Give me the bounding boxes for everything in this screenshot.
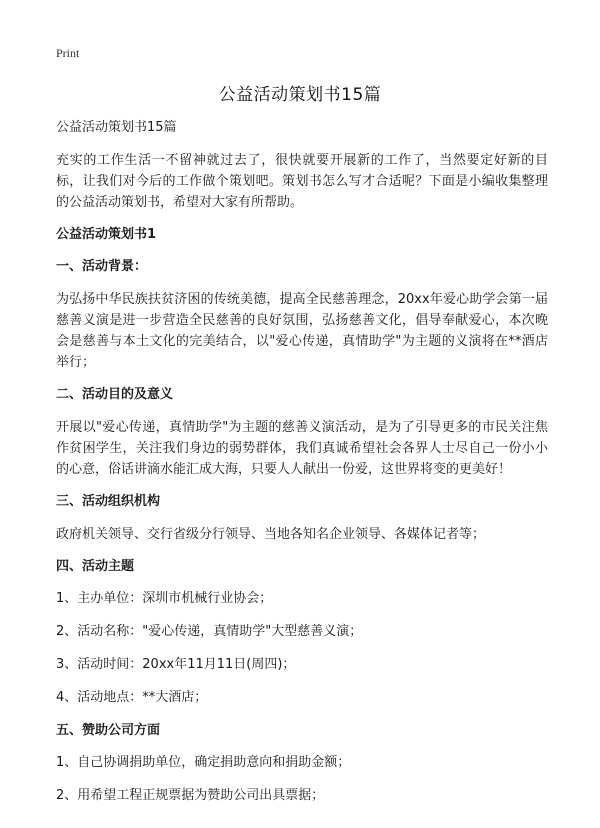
sponsor-item-receipts: 2、用希望工程正规票据为赞助公司出具票据；: [56, 788, 325, 803]
heading-theme: 四、活动主题: [56, 559, 135, 574]
heading-sponsor: 五、赞助公司方面: [56, 723, 161, 738]
section-title: 公益活动策划书1: [56, 227, 157, 242]
theme-item-organizer: 1、主办单位：深圳市机械行业协会；: [56, 591, 273, 606]
heading-purpose: 二、活动目的及意义: [56, 387, 174, 402]
heading-organization: 三、活动组织机构: [56, 494, 161, 509]
paragraph-organization: 政府机关领导、交行省级分行领导、当地各知名企业领导、各媒体记者等；: [56, 527, 486, 542]
document-body: [56, 118, 548, 819]
sponsor-item-coordination: 1、自己协调捐助单位，确定捐助意向和捐助金额；: [56, 755, 351, 770]
document-subtitle: 公益活动策划书15篇: [56, 120, 177, 135]
document-title: 公益活动策划书15篇: [218, 85, 382, 105]
print-label: Print: [56, 46, 80, 60]
heading-background: 一、活动背景：: [56, 259, 148, 274]
intro-paragraph: 充实的工作生活一不留神就过去了，很快就要开展新的工作了，当然要定好新的目标，让我们对今后的工作做个策划吧。策划书怎么写才合适呢？下面是小编收集整理的公益活动策划书，希望对大家有所帮助。: [56, 153, 548, 210]
theme-item-name: 2、活动名称："爱心传递，真情助学"大型慈善义演；: [56, 624, 363, 639]
theme-item-location: 4、活动地点：**大酒店；: [56, 690, 208, 705]
paragraph-background: 为弘扬中华民族扶贫济困的传统美德，提高全民慈善理念，20xx年爱心助学会第一届慈善义演是进一步营造全民慈善的良好氛围，弘扬慈善文化，倡导奉献爱心，本次晚会是慈善与本土文化的完美结合，以"爱心传递，真情助学"为主题的义演将在**酒店举行；: [56, 292, 548, 370]
paragraph-purpose: 开展以"爱心传递，真情助学"为主题的慈善义演活动，是为了引导更多的市民关注焦作贫困学生，关注我们身边的弱势群体，我们真诚希望社会各界人士尽自己一份小小的心意，俗话讲滴水能汇成大海，只要人人献出一份爱，这世界将变的更美好！: [56, 420, 548, 477]
theme-item-time: 3、活动时间：20xx年11月11日(周四)；: [56, 657, 296, 672]
